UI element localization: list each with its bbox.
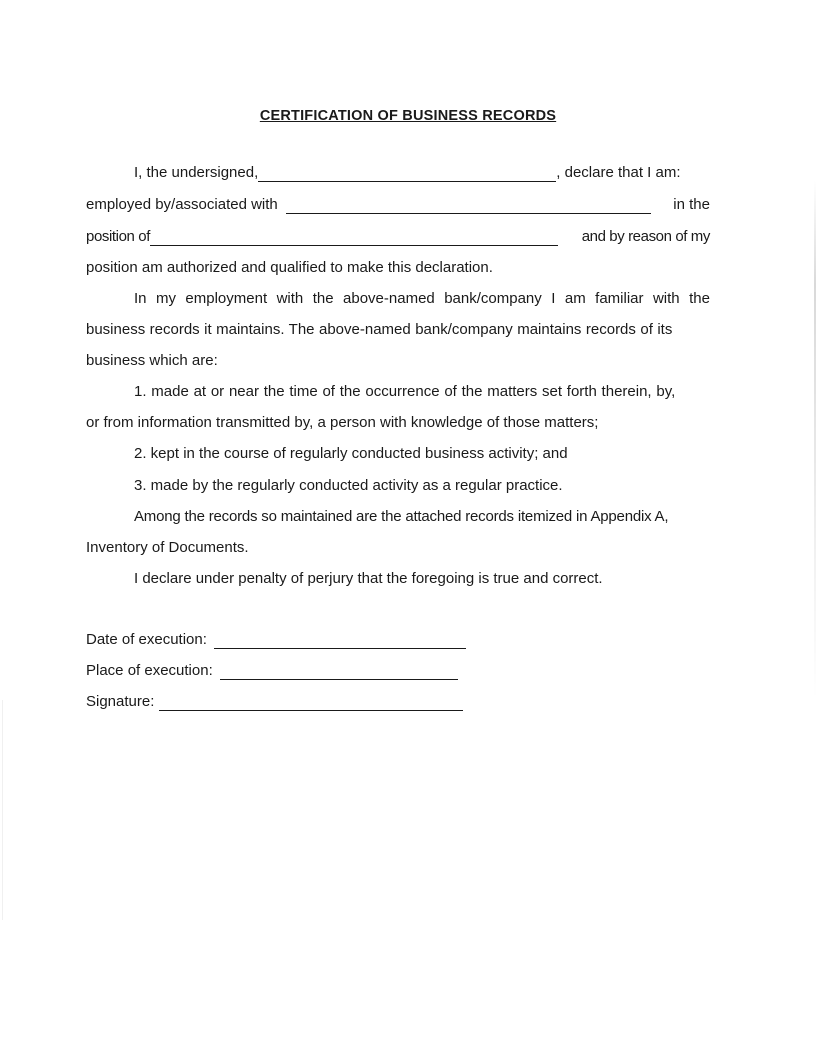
word: In [134,290,147,307]
in-the-text: in the [673,196,710,213]
employer-line [86,196,710,214]
employment-line-3: business which are: [86,352,218,369]
word: the [312,290,334,307]
scan-edge-shadow-left [2,700,3,920]
undersigned-label: I, the undersigned, [134,164,259,181]
word: above-named [343,290,435,307]
reason-text: and by reason of my [581,228,710,245]
word: I [551,290,556,307]
word: with [652,290,680,307]
document-title: CERTIFICATION OF BUSINESS RECORDS [259,108,557,124]
item-2: 2. kept in the course of regularly conducted business activity; and [134,445,568,462]
place-field[interactable] [220,665,458,680]
item-1-line-1: 1. made at or near the time of the occurrence of the matters set forth therein, by, [134,383,676,400]
appendix-line-2: Inventory of Documents. [86,539,249,556]
declare-text: , declare that I am: [556,164,681,181]
signature-row [86,693,710,711]
perjury-declaration: I declare under penalty of perjury that the foregoing is true and correct. [134,570,603,587]
word: familiar [595,290,644,307]
signature-field[interactable] [159,696,463,711]
item-1-line-2: or from information transmitted by, a person with knowledge of those matters; [86,414,599,431]
place-row [86,662,710,680]
date-row [86,631,710,649]
employment-line-2: business records it maintains. The above-named bank/company maintains records of its [86,321,673,338]
date-field[interactable] [214,634,466,649]
word: am [564,290,586,307]
word: employment [185,290,268,307]
name-field[interactable] [258,167,556,182]
position-field[interactable] [150,231,558,246]
position-label: position of [86,228,150,245]
place-label: Place of execution: [86,662,213,679]
undersigned-line [86,164,710,182]
appendix-line-1: Among the records so maintained are the attached records itemized in Appendix A, [134,508,669,525]
word: the [689,290,710,307]
word: my [155,290,176,307]
employer-field[interactable] [286,199,651,214]
employer-label: employed by/associated with [86,196,278,213]
signature-label: Signature: [86,693,155,710]
item-3: 3. made by the regularly conducted activity as a regular practice. [134,477,563,494]
position-line [86,228,710,246]
word: with [276,290,304,307]
word: bank/company [444,290,542,307]
date-label: Date of execution: [86,631,207,648]
employment-line-1 [134,290,710,308]
authorized-line: position am authorized and qualified to make this declaration. [86,259,493,276]
